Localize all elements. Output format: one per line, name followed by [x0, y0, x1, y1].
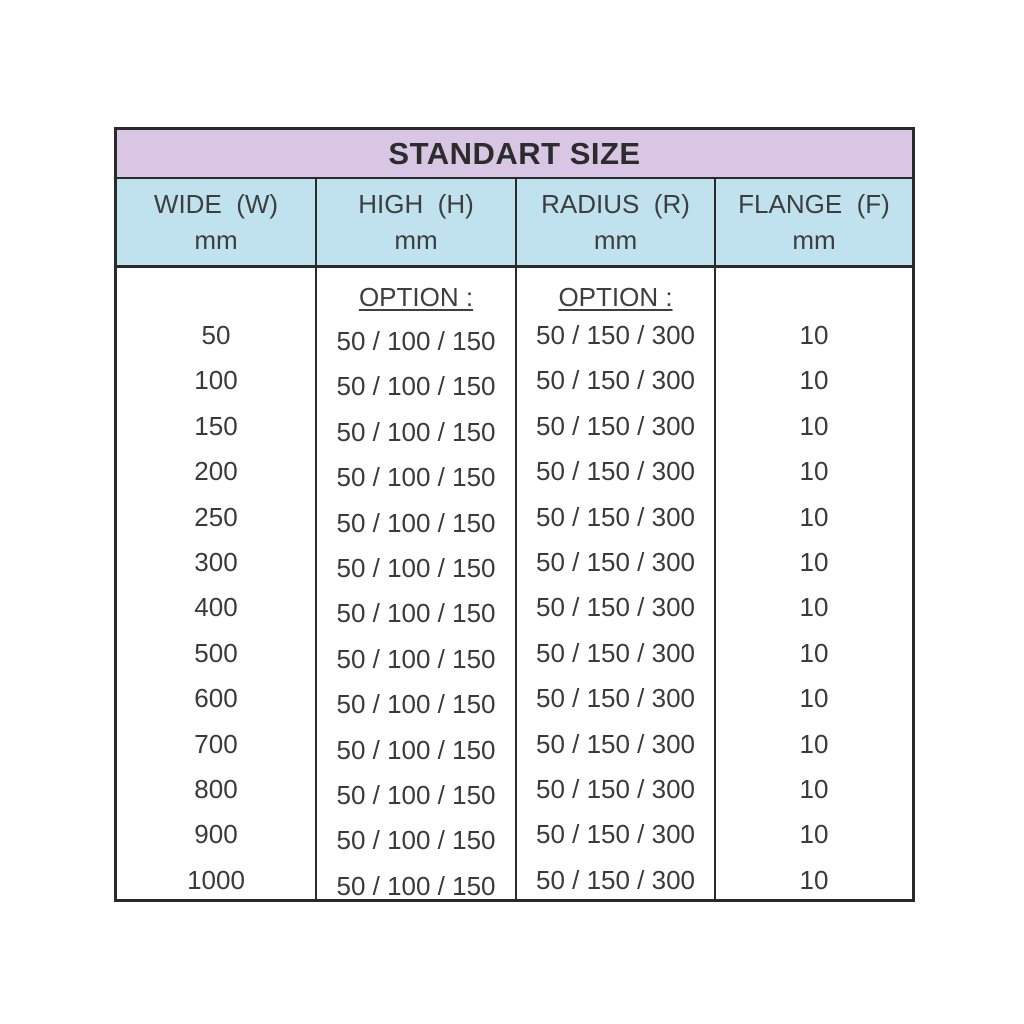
header-flange-label: FLANGE (F)	[738, 189, 890, 219]
cell-wide: 1000	[187, 864, 245, 895]
column-high	[317, 268, 517, 899]
header-radius-label: RADIUS (R)	[541, 189, 690, 219]
high-option-label: OPTION :	[358, 282, 474, 312]
cell-flange: 10	[799, 728, 829, 759]
cell-flange: 10	[799, 864, 829, 895]
cell-wide: 500	[194, 637, 238, 668]
cell-high: 50 / 100 / 150	[336, 598, 496, 629]
cell-wide: 50	[201, 320, 231, 350]
header-radius	[517, 179, 716, 265]
cell-wide: 100	[194, 365, 238, 396]
cell-flange: 10	[799, 683, 829, 714]
cell-flange: 10	[799, 456, 829, 487]
cell-radius: 50 / 150 / 300	[535, 774, 696, 804]
cell-radius: 50 / 150 / 300	[535, 592, 696, 623]
cell-radius: 50 / 150 / 300	[535, 864, 696, 895]
cell-flange: 10	[799, 365, 829, 396]
header-wide-label: WIDE (W)	[153, 189, 279, 219]
cell-radius: 50 / 150 / 300	[535, 728, 696, 759]
table-body	[117, 268, 912, 899]
cell-wide: 300	[194, 547, 238, 577]
cell-wide: 250	[194, 501, 238, 532]
cell-radius: 50 / 150 / 300	[535, 410, 696, 441]
header-wide-unit: mm	[194, 225, 238, 255]
cell-flange: 10	[799, 410, 829, 441]
cell-high: 50 / 100 / 150	[336, 870, 496, 901]
standard-size-table	[114, 127, 915, 902]
column-wide	[117, 268, 317, 899]
cell-radius: 50 / 150 / 300	[535, 819, 696, 850]
cell-radius: 50 / 150 / 300	[535, 365, 696, 396]
table-title: STANDART SIZE	[117, 130, 912, 179]
header-wide	[117, 179, 317, 265]
column-flange	[716, 268, 912, 899]
cell-flange: 10	[799, 774, 829, 804]
header-radius-unit: mm	[593, 225, 638, 255]
radius-option-label: OPTION :	[558, 282, 673, 312]
cell-radius: 50 / 150 / 300	[535, 547, 696, 577]
cell-high: 50 / 100 / 150	[336, 326, 496, 356]
cell-flange: 10	[799, 320, 829, 350]
cell-wide: 700	[194, 728, 238, 759]
cell-flange: 10	[799, 637, 829, 668]
cell-flange: 10	[799, 819, 829, 850]
column-radius	[517, 268, 716, 899]
header-high-unit: mm	[394, 225, 438, 255]
cell-radius: 50 / 150 / 300	[535, 456, 696, 487]
cell-high: 50 / 100 / 150	[336, 371, 496, 402]
cell-radius: 50 / 150 / 300	[535, 501, 696, 532]
header-high-label: HIGH (H)	[358, 189, 474, 219]
cell-wide: 800	[194, 774, 238, 804]
cell-radius: 50 / 150 / 300	[535, 320, 696, 350]
cell-radius: 50 / 150 / 300	[535, 637, 696, 668]
cell-wide: 400	[194, 592, 238, 623]
cell-high: 50 / 100 / 150	[336, 643, 496, 674]
cell-high: 50 / 100 / 150	[336, 553, 496, 583]
cell-flange: 10	[799, 592, 829, 623]
cell-high: 50 / 100 / 150	[336, 734, 496, 765]
cell-wide: 200	[194, 456, 238, 487]
cell-high: 50 / 100 / 150	[336, 780, 496, 810]
header-high	[317, 179, 517, 265]
cell-high: 50 / 100 / 150	[336, 462, 496, 493]
cell-wide: 900	[194, 819, 238, 850]
header-flange-unit: mm	[792, 225, 836, 255]
cell-high: 50 / 100 / 150	[336, 507, 496, 538]
cell-radius: 50 / 150 / 300	[535, 683, 696, 714]
header-flange	[716, 179, 912, 265]
cell-high: 50 / 100 / 150	[336, 825, 496, 856]
cell-high: 50 / 100 / 150	[336, 416, 496, 447]
header-row	[117, 179, 912, 268]
cell-wide: 150	[194, 410, 238, 441]
cell-wide: 600	[194, 683, 238, 714]
cell-flange: 10	[799, 547, 829, 577]
cell-flange: 10	[799, 501, 829, 532]
cell-high: 50 / 100 / 150	[336, 689, 496, 720]
